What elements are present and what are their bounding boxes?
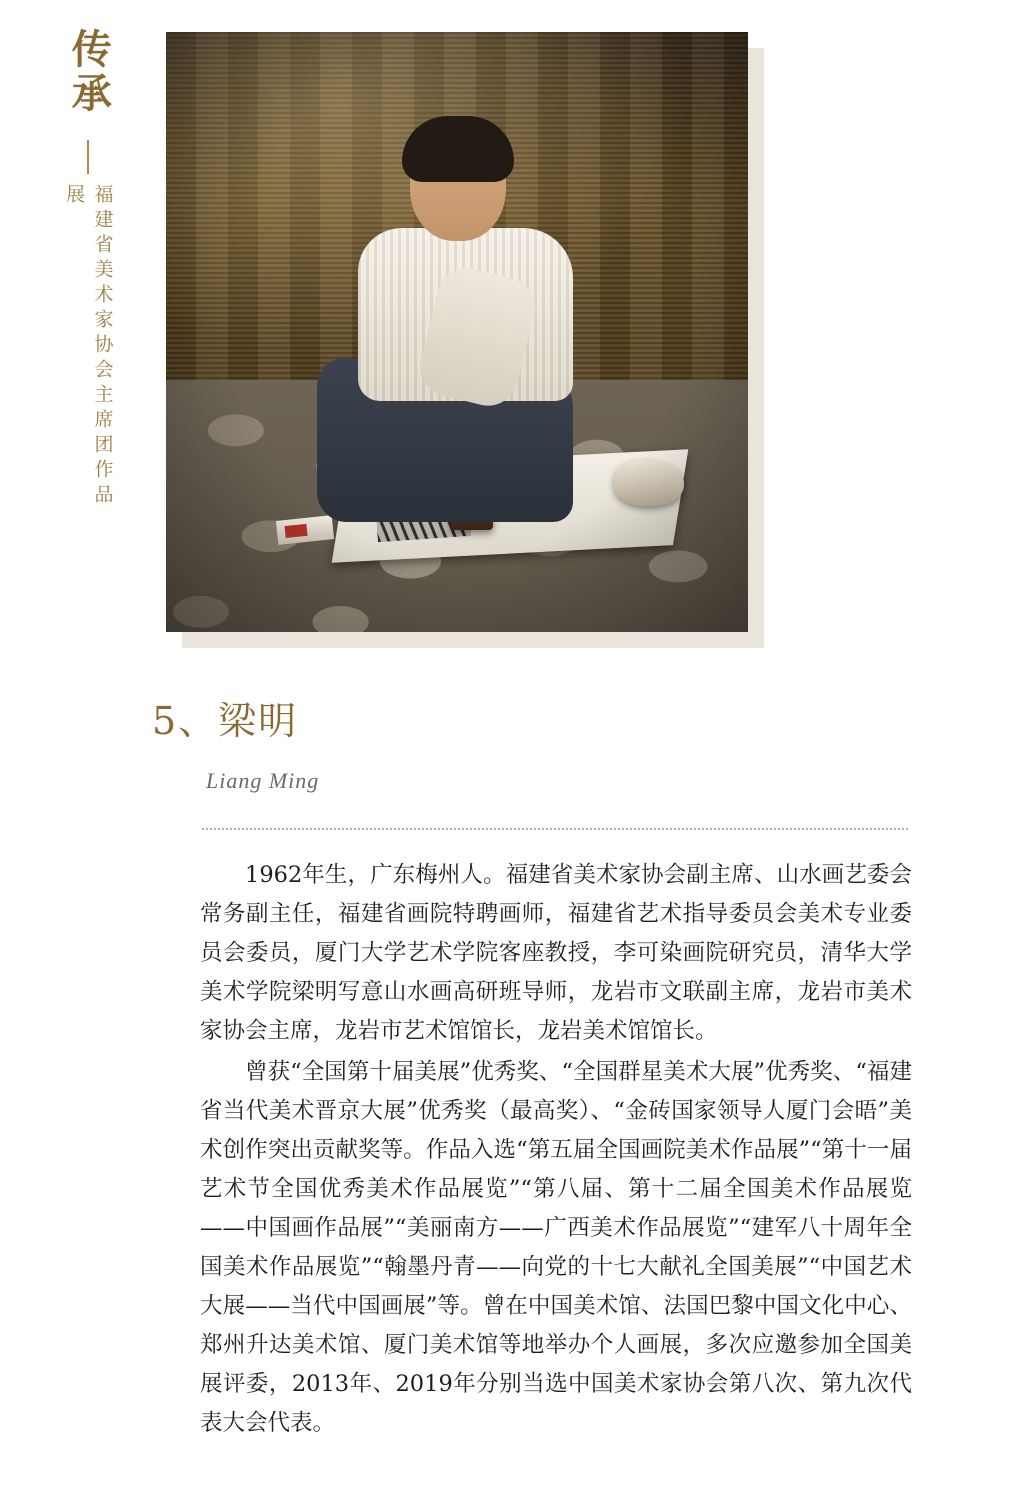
series-title-subtitle: 福建省美术家协会主席团作品展 (63, 184, 114, 509)
biography-paragraph-2: 曾获“全国第十届美展”优秀奖、“全国群星美术大展”优秀奖、“福建省当代美术晋京大展”优秀奖（最高奖）、“金砖国家领导人厦门会晤”美术创作突出贡献奖等。作品入选“第五届全国画院美术作品展”“第十一届艺术节全国优秀美术作品展览”“第八届、第十二届全国美术作品展览——中国画作品展”“美丽南方——广西美术作品展览”“建军八十周年全国美术作品展览”“翰墨丹青——向党的十七大献礼全国美展”“中国艺术大展——当代中国画展”等。曾在中国美术馆、法国巴黎中国文化中心、郑州升达美术馆、厦门美术馆等地举办个人画展，多次应邀参加全国美展评委，2013年、2019年分别当选中国美术家协会第八次、第九次代表大会代表。 (200, 1059, 912, 1436)
photo-vignette (166, 32, 748, 632)
series-title-main: 传承 (65, 28, 113, 116)
series-title-rule (87, 140, 89, 174)
artist-photo-block (166, 32, 748, 632)
page-title: 5、梁明 (152, 699, 299, 743)
series-title (40, 28, 136, 514)
biography-paragraph-1: 1962年生，广东梅州人。福建省美术家协会副主席、山水画艺委会常务副主任，福建省画院特聘画师，福建省艺术指导委员会美术专业委员会委员，厦门大学艺术学院客座教授，李可染画院研究员，清华大学美术学院梁明写意山水画高研班导师，龙岩市文联副主席，龙岩市美术家协会主席，龙岩市艺术馆馆长，龙岩美术馆馆长。 (200, 862, 912, 1044)
biography-text (200, 856, 912, 1445)
heading-divider (202, 828, 908, 830)
page-subtitle-english: Liang Ming (206, 768, 320, 793)
artist-photo (166, 32, 748, 632)
